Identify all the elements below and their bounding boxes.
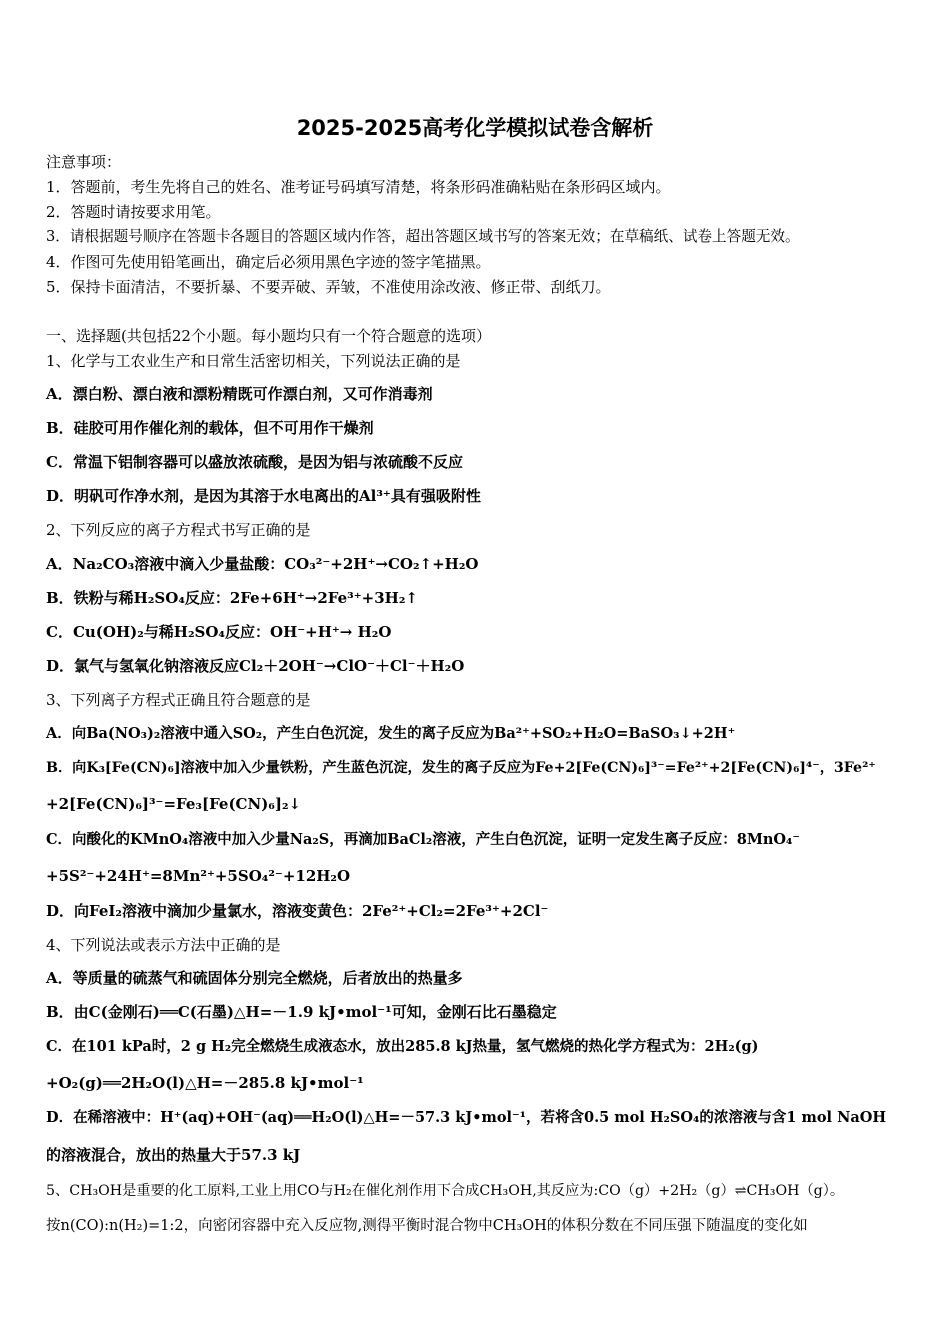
notice-item-1: 1．答题前，考生先将自己的姓名、准考证号码填写清楚，将条形码准确粘贴在条形码区域内。 <box>46 178 671 196</box>
q4-option-a: A．等质量的硫蒸气和硫固体分别完全燃烧，后者放出的热量多 <box>46 969 463 987</box>
q2-stem: 2、下列反应的离子方程式书写正确的是 <box>46 521 311 539</box>
q1-option-d: D．明矾可作净水剂，是因为其溶于水电离出的Al³⁺具有强吸附性 <box>46 487 481 505</box>
q4-option-d-line1: D．在稀溶液中：H⁺(aq)+OH⁻(aq)══H₂O(l)△H=－57.3 kJ•mol⁻¹，若将含0.5 mol H₂SO₄的浓溶液与含1 mol NaOH <box>46 1109 887 1126</box>
notice-item-2: 2．答题时请按要求用笔。 <box>46 203 221 221</box>
q4-stem: 4、下列说法或表示方法中正确的是 <box>46 936 281 954</box>
q4-option-d-line2: 的溶液混合，放出的热量大于57.3 kJ <box>46 1146 301 1164</box>
notice-item-5: 5．保持卡面清洁，不要折暴、不要弄破、弄皱，不准使用涂改液、修正带、刮纸刀。 <box>46 278 611 296</box>
q1-option-b: B．硅胶可用作催化剂的载体，但不可用作干燥剂 <box>46 419 374 437</box>
q3-option-a: A．向Ba(NO₃)₂溶液中通入SO₂，产生白色沉淀，发生的离子反应为Ba²⁺+SO₂+H₂O=BaSO₃↓+2H⁺ <box>46 725 736 742</box>
q2-option-c: C．Cu(OH)₂与稀H₂SO₄反应：OH⁻+H⁺→ H₂O <box>46 623 392 641</box>
page-title: 2025-2025高考化学模拟试卷含解析 <box>296 116 654 140</box>
q5-stem-line2: 按n(CO):n(H₂)=1:2，向密闭容器中充入反应物,测得平衡时混合物中CH₃OH的体积分数在不同压强下随温度的变化如 <box>46 1218 808 1234</box>
q4-option-b: B．由C(金刚石)══C(石墨)△H=－1.9 kJ•mol⁻¹可知，金刚石比石墨稳定 <box>46 1003 557 1021</box>
notice-item-4: 4．作图可先使用铅笔画出，确定后必须用黑色字迹的签字笔描黑。 <box>46 253 491 271</box>
q3-option-c-line2: +5S²⁻+24H⁺=8Mn²⁺+5SO₄²⁻+12H₂O <box>46 867 351 885</box>
q4-option-c-line1: C．在101 kPa时，2 g H₂完全燃烧生成液态水，放出285.8 kJ热量，氢气燃烧的热化学方程式为：2H₂(g) <box>46 1038 759 1055</box>
section-heading: 一、选择题(共包括22个小题。每小题均只有一个符合题意的选项） <box>46 327 491 345</box>
q2-option-d: D．氯气与氢氧化钠溶液反应Cl₂＋2OH⁻→ClO⁻＋Cl⁻＋H₂O <box>46 657 465 675</box>
q1-option-a: A．漂白粉、漂白液和漂粉精既可作漂白剂，又可作消毒剂 <box>46 385 433 403</box>
q3-option-b-line1: B．向K₃[Fe(CN)₆]溶液中加入少量铁粉，产生蓝色沉淀，发生的离子反应为Fe+2[Fe(CN)₆]³⁻=Fe²⁺+2[Fe(CN)₆]⁴⁻，3Fe²⁺ <box>46 760 876 776</box>
q3-stem: 3、下列离子方程式正确且符合题意的是 <box>46 691 311 709</box>
q1-option-c: C．常温下铝制容器可以盛放浓硫酸，是因为铝与浓硫酸不反应 <box>46 453 463 471</box>
notice-item-3: 3．请根据题号顺序在答题卡各题目的答题区域内作答，超出答题区域书写的答案无效；在草稿纸、试卷上答题无效。 <box>46 228 800 245</box>
q2-option-a: A．Na₂CO₃溶液中滴入少量盐酸：CO₃²⁻+2H⁺→CO₂↑+H₂O <box>46 555 479 573</box>
q3-option-c-line1: C．向酸化的KMnO₄溶液中加入少量Na₂S，再滴加BaCl₂溶液，产生白色沉淀，证明一定发生离子反应：8MnO₄⁻ <box>46 831 801 848</box>
q2-option-b: B．铁粉与稀H₂SO₄反应：2Fe+6H⁺→2Fe³⁺+3H₂↑ <box>46 589 418 607</box>
q3-option-d: D．向FeI₂溶液中滴加少量氯水，溶液变黄色：2Fe²⁺+Cl₂=2Fe³⁺+2Cl⁻ <box>46 902 549 920</box>
q4-option-c-line2: +O₂(g)══2H₂O(l)△H=－285.8 kJ•mol⁻¹ <box>46 1074 364 1092</box>
q3-option-b-line2: +2[Fe(CN)₆]³⁻=Fe₃[Fe(CN)₆]₂↓ <box>46 795 302 813</box>
notice-heading: 注意事项： <box>46 153 122 171</box>
q1-stem: 1、化学与工农业生产和日常生活密切相关，下列说法正确的是 <box>46 352 461 370</box>
q5-stem-line1: 5、CH₃OH是重要的化工原料,工业上用CO与H₂在催化剂作用下合成CH₃OH,其反应为:CO（g）+2H₂（g）⇌CH₃OH（g）。 <box>46 1183 845 1199</box>
